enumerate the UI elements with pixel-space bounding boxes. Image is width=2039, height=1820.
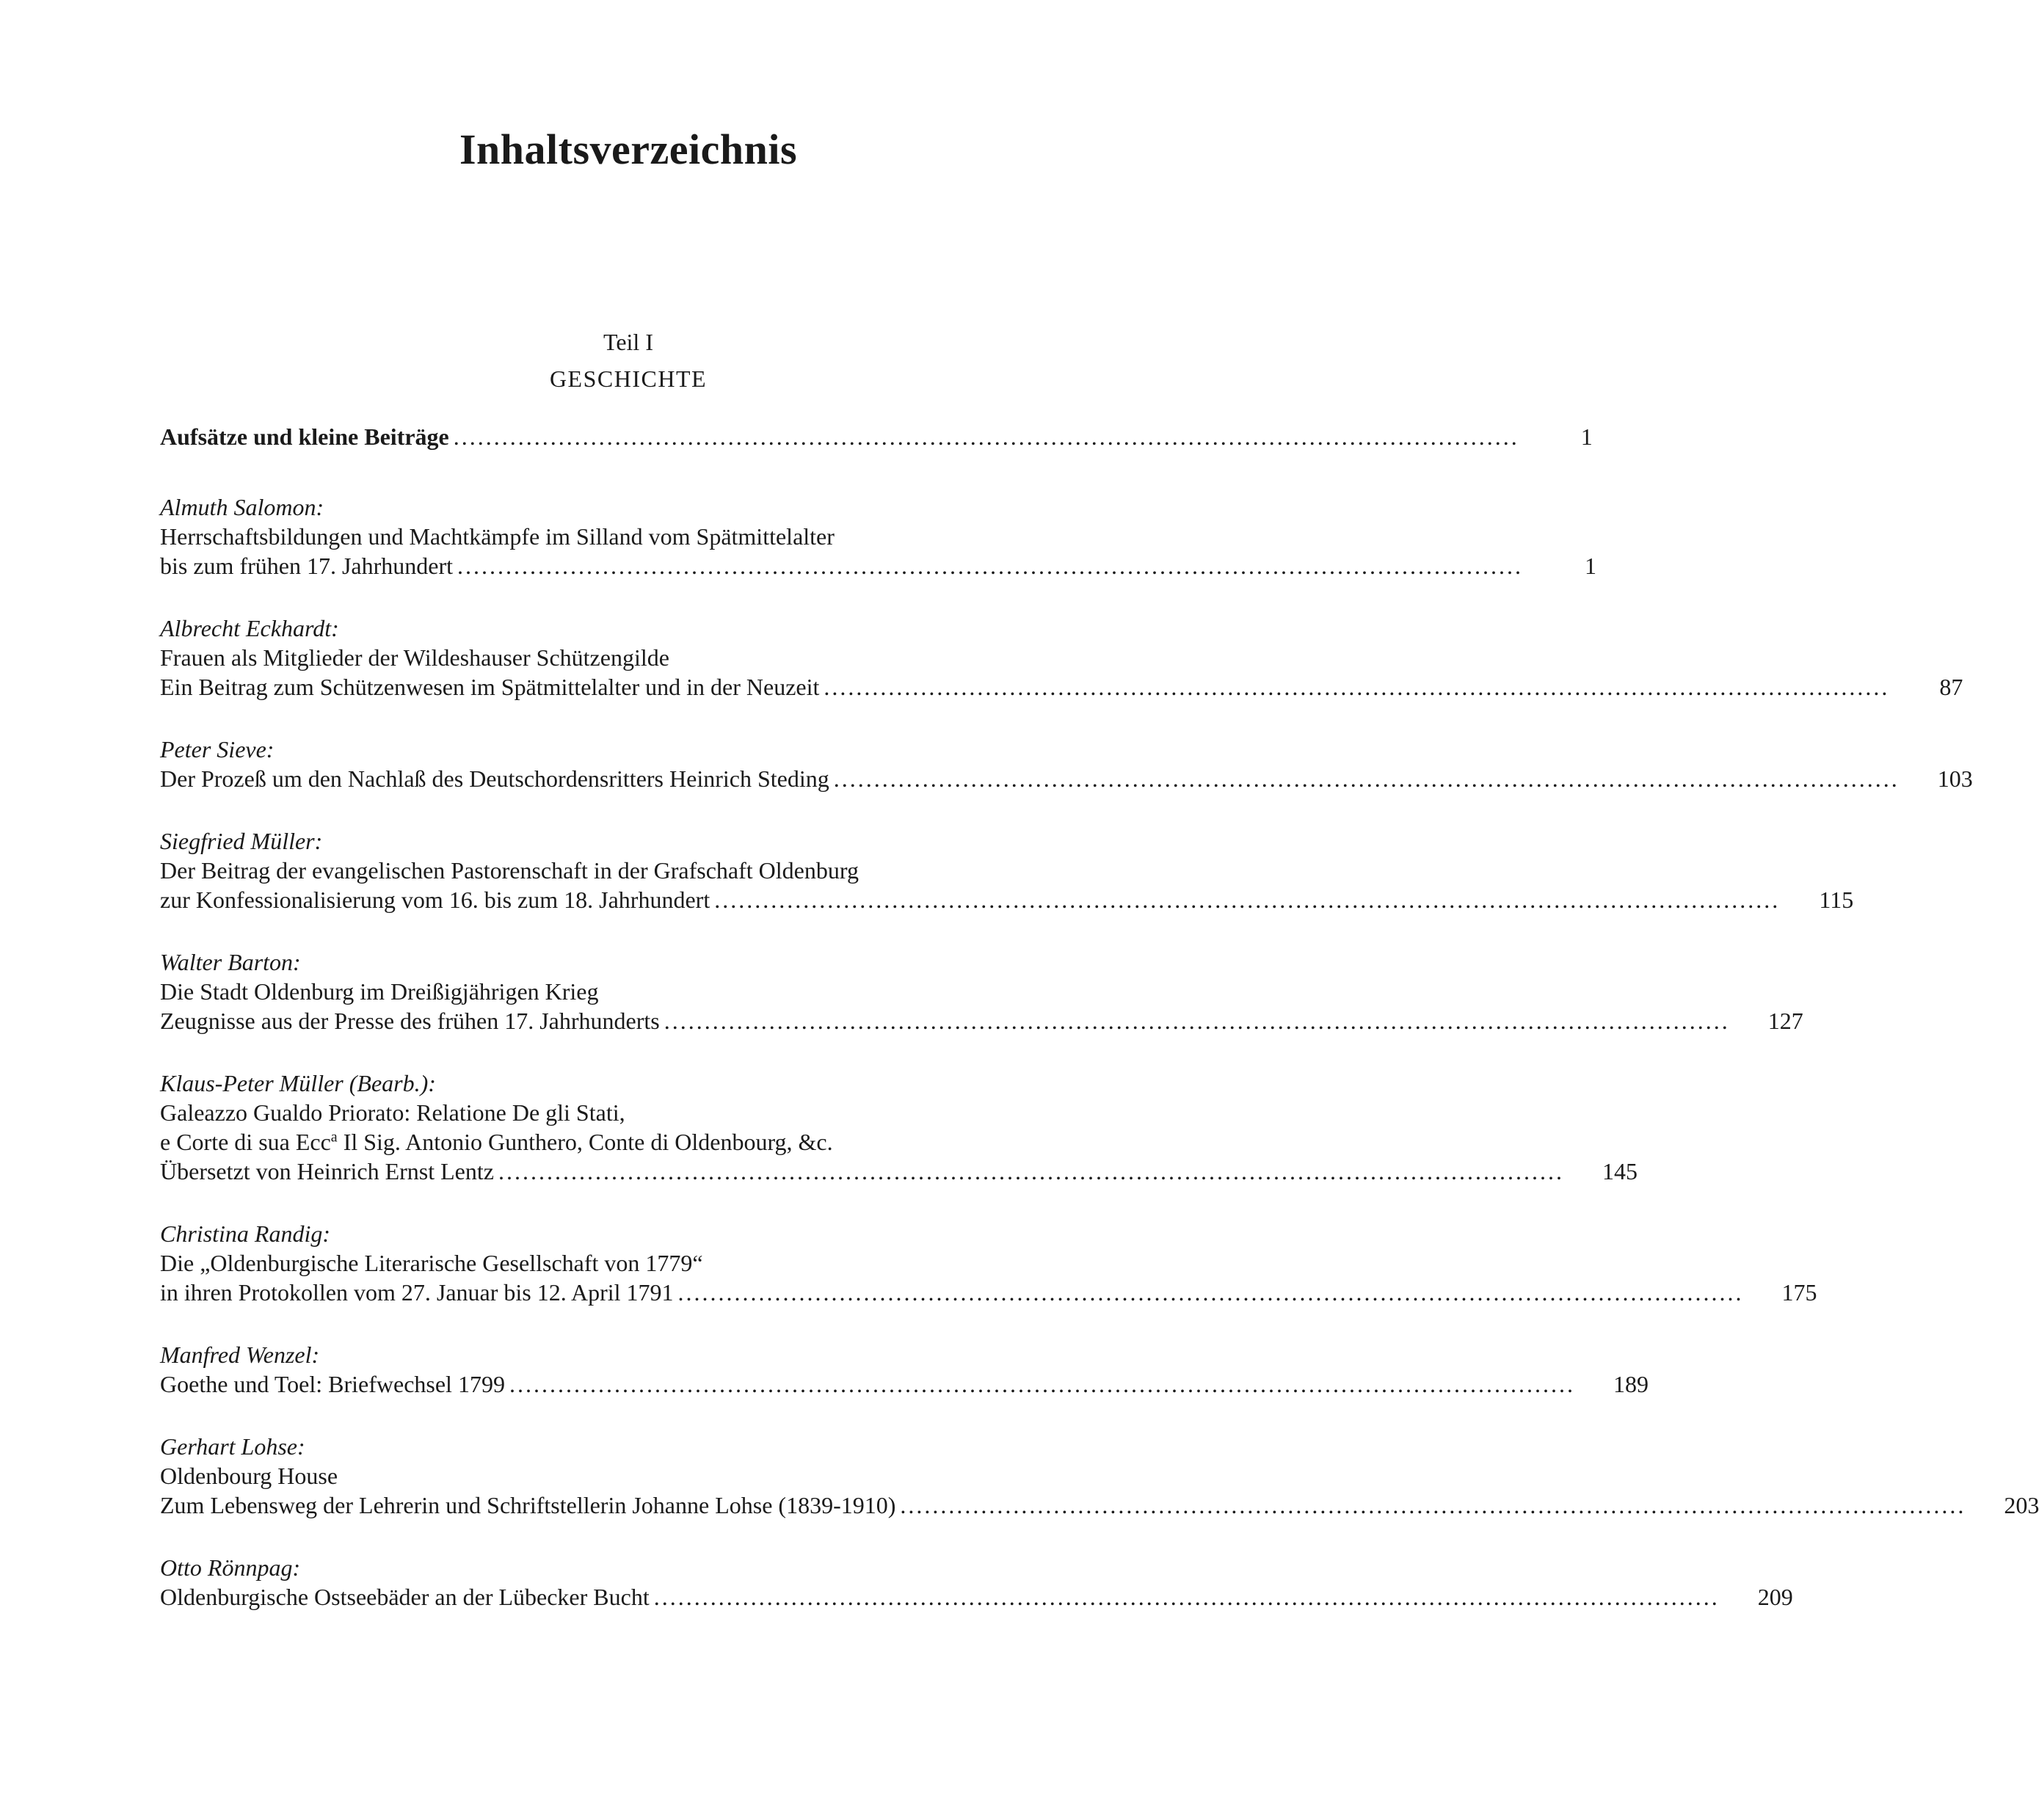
entry-author: Walter Barton:: [160, 949, 301, 975]
leader-dots: ....................................................................................................................................: [457, 553, 1524, 579]
page-number: 1: [1585, 553, 1597, 579]
page-number: 209: [1757, 1584, 1793, 1610]
entry-title-line: Der Prozeß um den Nachlaß des Deutschordensritters Heinrich Steding: [160, 765, 829, 792]
entry-title-line: Der Beitrag der evangelischen Pastorenschaft in der Grafschaft Oldenburg: [160, 857, 859, 884]
entry-author: Albrecht Eckhardt:: [160, 615, 339, 641]
entry-title-line: Die „Oldenburgische Literarische Gesellschaft von 1779“: [160, 1250, 703, 1276]
toc-entry[interactable]: [160, 735, 1973, 793]
leader-dots: ....................................................................................................................................: [900, 1492, 1966, 1518]
page-number: 115: [1819, 887, 1854, 913]
entry-title-part: e Corte di sua Ecc: [160, 1129, 331, 1155]
entry-author: Almuth Salomon:: [160, 494, 324, 520]
entry-author: Siegfried Müller:: [160, 828, 323, 854]
entry-title-line: Zum Lebensweg der Lehrerin und Schriftstellerin Johanne Lohse (1839-1910): [160, 1492, 896, 1518]
entry-author: Otto Rönnpag:: [160, 1554, 301, 1581]
entry-author: Manfred Wenzel:: [160, 1342, 320, 1368]
toc-entry[interactable]: [160, 1340, 1649, 1399]
part-heading: GESCHICHTE: [549, 365, 708, 392]
page-number: 175: [1781, 1279, 1817, 1306]
entry-title-line: Zeugnisse aus der Presse des frühen 17. Jahrhunderts: [160, 1008, 660, 1034]
page-number: 189: [1613, 1371, 1649, 1397]
toc-entry[interactable]: [160, 826, 1854, 914]
leader-dots: ....................................................................................................................................: [498, 1158, 1564, 1184]
leader-dots: ....................................................................................................................................: [453, 423, 1519, 450]
page-number: 203: [2004, 1492, 2039, 1518]
leader-dots: ....................................................................................................................................: [677, 1279, 1744, 1306]
entry-author: Gerhart Lohse:: [160, 1433, 305, 1460]
leader-dots: ....................................................................................................................................: [509, 1371, 1575, 1397]
entry-title-line: Herrschaftsbildungen und Machtkämpfe im Silland vom Spätmittelalter: [160, 523, 835, 550]
entry-title-line: Goethe und Toel: Briefwechsel 1799: [160, 1371, 505, 1397]
superscript: a: [330, 1129, 338, 1146]
toc-entry[interactable]: [160, 947, 1803, 1035]
entry-title-line: Galeazzo Gualdo Priorato: Relatione De gli Stati,: [160, 1099, 625, 1126]
page-title: Inhaltsverzeichnis: [459, 125, 798, 173]
leader-dots: ....................................................................................................................................: [653, 1584, 1720, 1610]
entry-title-line: Übersetzt von Heinrich Ernst Lentz: [160, 1158, 494, 1184]
section-title: Aufsätze und kleine Beiträge: [160, 423, 449, 450]
entry-title-part: Il Sig. Antonio Gunthero, Conte di Oldenbourg, &c.: [337, 1129, 833, 1155]
toc-entry[interactable]: [160, 1069, 1638, 1186]
entry-author: Klaus-Peter Müller (Bearb.):: [160, 1070, 436, 1096]
toc-entry[interactable]: [160, 1219, 1817, 1307]
entry-title-line: Frauen als Mitglieder der Wildeshauser Schützengilde: [160, 644, 669, 671]
toc-entry[interactable]: [160, 614, 1963, 702]
page-number: 145: [1602, 1158, 1638, 1184]
toc-entry[interactable]: [160, 1553, 1793, 1612]
entry-title-line: Oldenburgische Ostseebäder an der Lübecker Bucht: [160, 1584, 650, 1610]
page-number: 127: [1767, 1008, 1803, 1034]
toc-entry[interactable]: [160, 492, 1597, 580]
entry-title-line: Oldenbourg House: [160, 1463, 338, 1489]
leader-dots: ....................................................................................................................................: [824, 674, 1890, 700]
entry-title-line: [160, 1127, 1107, 1157]
entry-title-line: Die Stadt Oldenburg im Dreißigjährigen Krieg: [160, 978, 599, 1005]
page-number: 103: [1937, 765, 1973, 792]
leader-dots: ....................................................................................................................................: [833, 765, 1900, 792]
entry-title-line: in ihren Protokollen vom 27. Januar bis 12. April 1791: [160, 1279, 674, 1306]
leader-dots: ....................................................................................................................................: [714, 887, 1781, 913]
toc-entry[interactable]: [160, 1432, 2039, 1520]
leader-dots: ....................................................................................................................................: [664, 1008, 1730, 1034]
entry-author: Peter Sieve:: [160, 736, 275, 762]
section-heading-row[interactable]: [160, 422, 1593, 451]
page-number: 87: [1939, 674, 1963, 700]
part-label: Teil I: [603, 329, 653, 355]
entry-title-line: bis zum frühen 17. Jahrhundert: [160, 553, 454, 579]
entry-title-line: Ein Beitrag zum Schützenwesen im Spätmittelalter und in der Neuzeit: [160, 674, 820, 700]
entry-title-line: zur Konfessionalisierung vom 16. bis zum 18. Jahrhundert: [160, 887, 710, 913]
page-number: 1: [1580, 423, 1593, 450]
entry-author: Christina Randig:: [160, 1220, 331, 1247]
table-of-contents: [160, 422, 2039, 1612]
